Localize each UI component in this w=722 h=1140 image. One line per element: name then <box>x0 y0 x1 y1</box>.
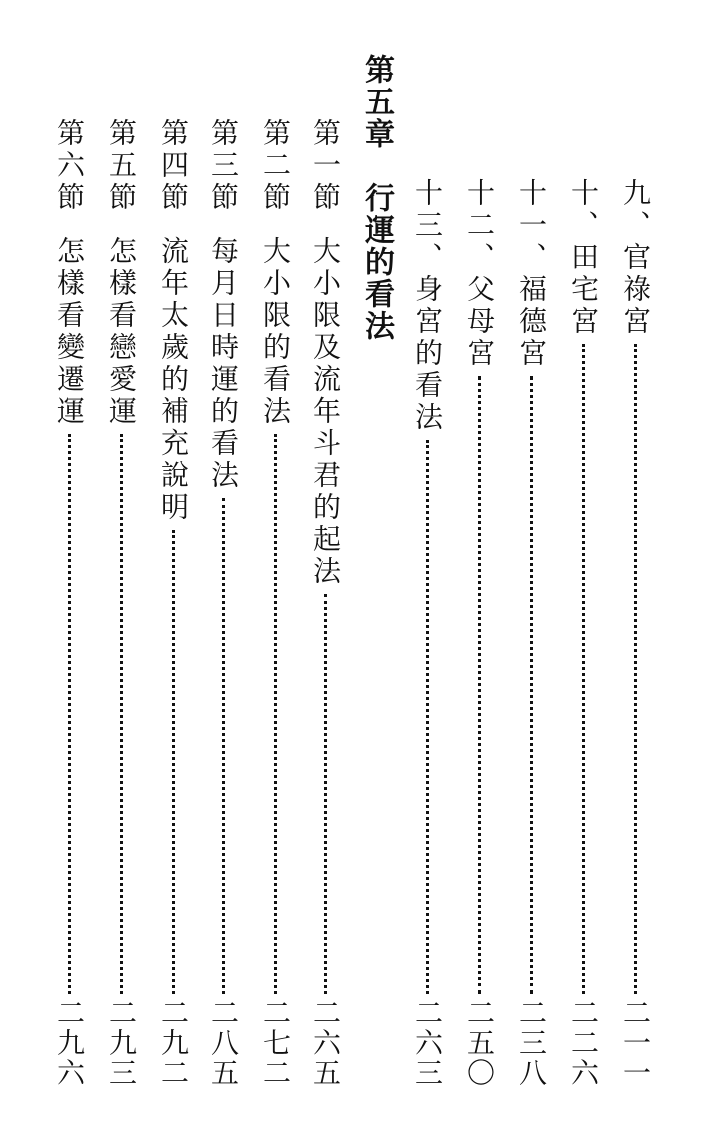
section-title: 怎樣看戀愛運 <box>105 236 138 428</box>
toc-entry-page: 二二六 <box>567 998 600 1088</box>
toc-entry-page: 二五〇 <box>463 998 496 1088</box>
dotted-leader <box>478 376 481 994</box>
dotted-leader <box>634 344 637 994</box>
toc-entry-label: 九、官祿宮 <box>619 178 652 338</box>
section-number: 第四節 <box>157 118 190 214</box>
section-number: 第三節 <box>207 118 240 214</box>
toc-section-4[interactable] <box>156 118 190 1088</box>
section-title: 流年太歲的補充說明 <box>157 236 190 524</box>
section-number: 第六節 <box>53 118 86 214</box>
dotted-leader <box>68 434 71 994</box>
section-title: 怎樣看變遷運 <box>53 236 86 428</box>
section-number: 第一節 <box>309 118 342 214</box>
chapter-title: 行運的看法 <box>359 182 394 342</box>
toc-section-5[interactable] <box>104 118 138 1088</box>
section-title: 大小限的看法 <box>259 236 292 428</box>
toc-entry-label: 十三、身宮的看法 <box>411 178 444 434</box>
dotted-leader <box>222 498 225 994</box>
section-title: 大小限及流年斗君的起法 <box>309 236 342 588</box>
section-page: 二七二 <box>259 998 292 1088</box>
chapter-number: 第五章 <box>359 54 394 150</box>
toc-entry-label: 十、田宅宮 <box>567 178 600 338</box>
toc-entry-label: 十二、父母宮 <box>463 178 496 370</box>
toc-entry-page: 二六三 <box>411 998 444 1088</box>
toc-entry-tianzhai[interactable] <box>566 178 600 1088</box>
section-page: 二六五 <box>309 998 342 1088</box>
dotted-leader <box>274 434 277 994</box>
toc-entry-label: 十一、福德宮 <box>515 178 548 370</box>
section-page: 二八五 <box>207 998 240 1088</box>
toc-section-3[interactable] <box>206 118 240 1088</box>
toc-section-6[interactable] <box>52 118 86 1088</box>
dotted-leader <box>582 344 585 994</box>
toc-entry-fumu[interactable] <box>462 178 496 1088</box>
section-number: 第五節 <box>105 118 138 214</box>
section-page: 二九二 <box>157 998 190 1088</box>
dotted-leader <box>172 530 175 994</box>
dotted-leader <box>324 594 327 994</box>
section-page: 二九三 <box>105 998 138 1088</box>
section-page: 二九六 <box>53 998 86 1088</box>
chapter-heading[interactable] <box>359 54 398 342</box>
section-number: 第二節 <box>259 118 292 214</box>
toc-entry-page: 二三八 <box>515 998 548 1088</box>
toc-entry-guanlu[interactable] <box>618 178 652 1088</box>
dotted-leader <box>530 376 533 994</box>
toc-entry-shengong[interactable] <box>410 178 444 1088</box>
dotted-leader <box>426 440 429 994</box>
dotted-leader <box>120 434 123 994</box>
toc-section-1[interactable] <box>308 118 342 1088</box>
toc-entry-page: 二一一 <box>619 998 652 1088</box>
section-title: 每月日時運的看法 <box>207 236 240 492</box>
toc-entry-fude[interactable] <box>514 178 548 1088</box>
toc-section-2[interactable] <box>258 118 292 1088</box>
